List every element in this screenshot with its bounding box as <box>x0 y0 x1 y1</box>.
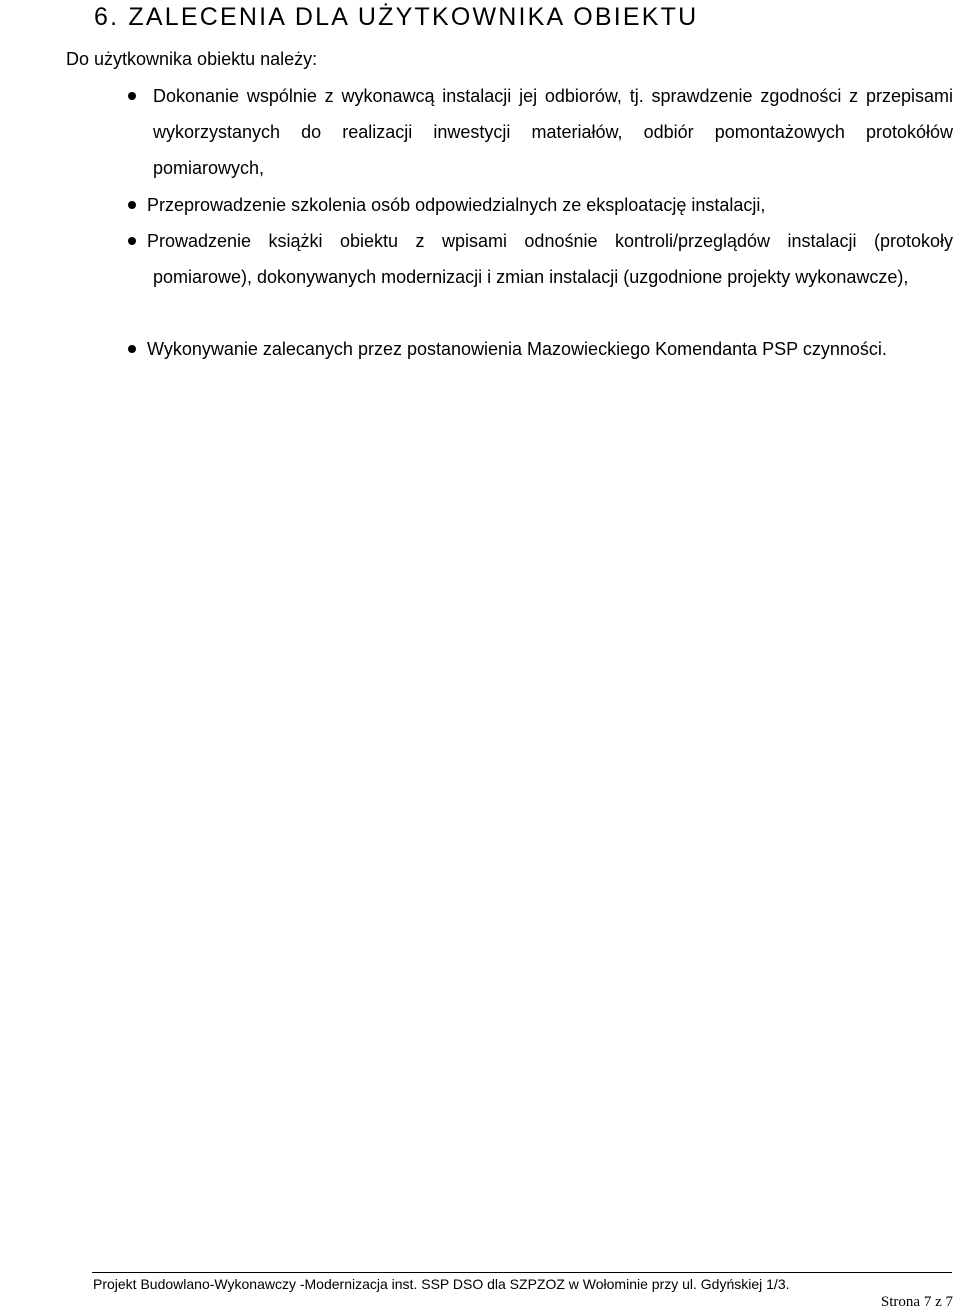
list-item-text: Wykonywanie zalecanych przez postanowienia Mazowieckiego Komendanta PSP czynności. <box>147 339 887 359</box>
footer-project-info: Projekt Budowlano-Wykonawczy -Modernizacja inst. SSP DSO dla SZPZOZ w Wołominie przy ul. Gdyńskiej 1/3. <box>93 1276 790 1292</box>
section-intro: Do użytkownika obiektu należy: <box>66 49 318 69</box>
bullet-icon <box>128 237 136 245</box>
list-item-text: Przeprowadzenie szkolenia osób odpowiedzialnych ze eksploatację instalacji, <box>147 195 766 215</box>
footer-divider <box>92 1272 952 1273</box>
bullet-icon <box>128 345 136 353</box>
bullet-icon <box>128 201 136 209</box>
section-heading: 6. ZALECENIA DLA UŻYTKOWNIKA OBIEKTU <box>94 3 699 31</box>
bullet-icon <box>128 92 136 100</box>
page-number: Strona 7 z 7 <box>880 1294 953 1310</box>
list-item-text: Dokonanie wspólnie z wykonawcą instalacji jej odbiorów, tj. sprawdzenie zgodności z przepisami wykorzystanych do realizacji inwestycji materiałów, odbiór pomontażowych protokółów pomiarowych, <box>153 86 953 178</box>
list-item-text: Prowadzenie książki obiektu z wpisami odnośnie kontroli/przeglądów instalacji (protokoły pomiarowe), dokonywanych modernizacji i zmian instalacji (uzgodnione projekty wykonawcze), <box>147 231 953 287</box>
